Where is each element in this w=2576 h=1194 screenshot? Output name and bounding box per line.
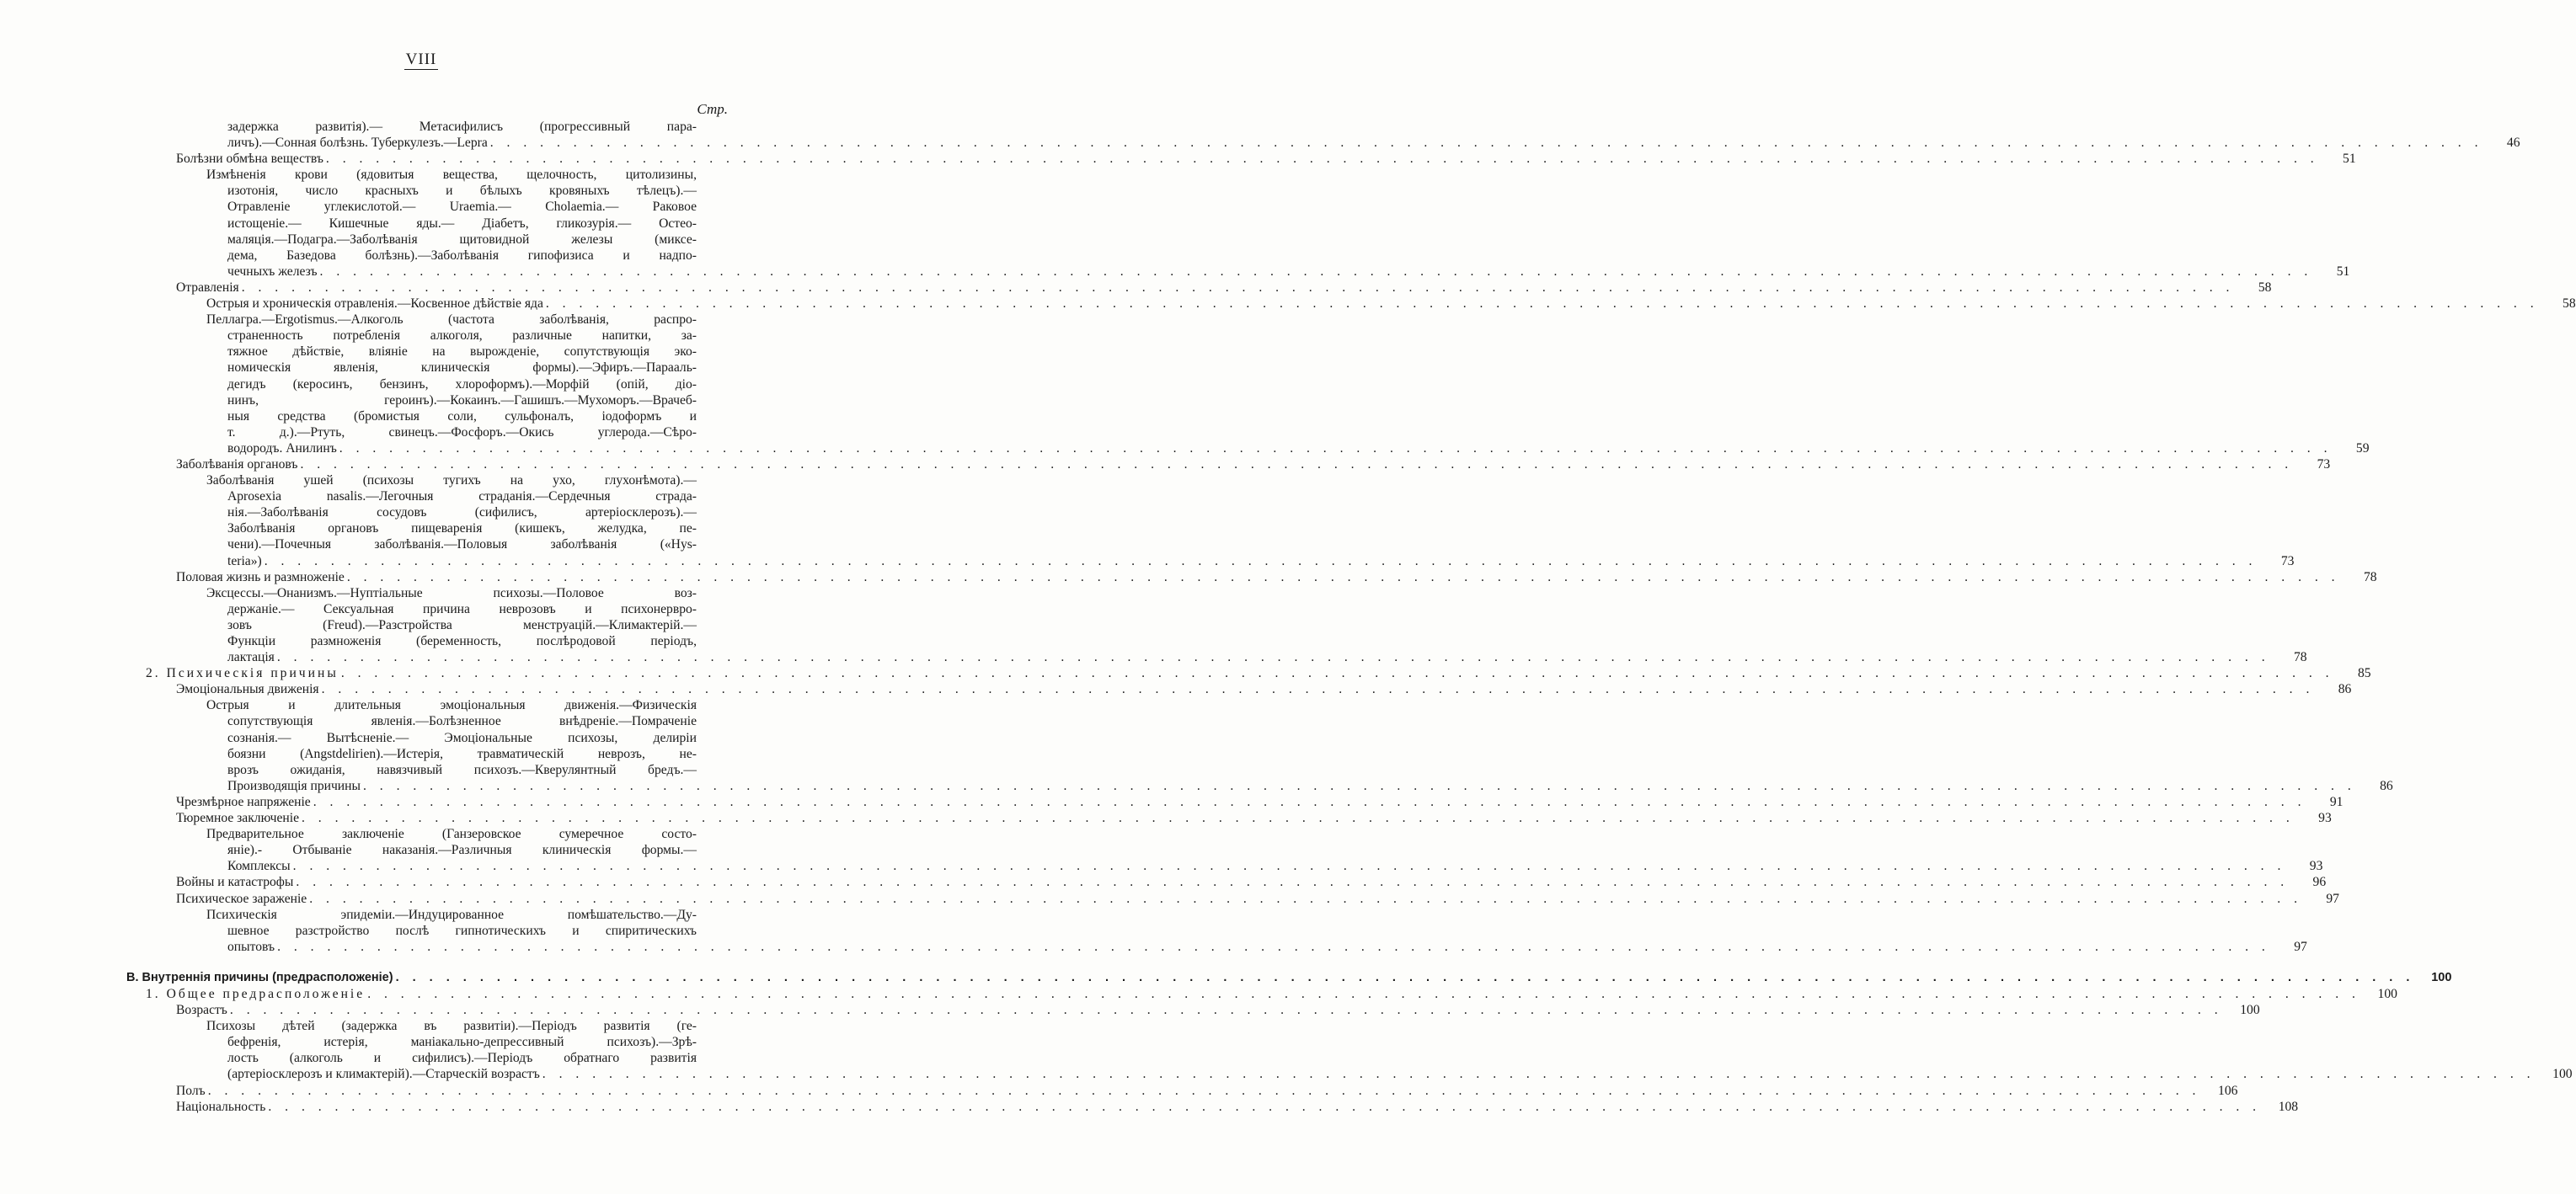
toc-entry-text: тяжное дѣйствіе, вліяніе на вырожденіе, сопутствующія эко- bbox=[227, 344, 697, 360]
toc-entry-text: Чрезмѣрное напряженіе bbox=[176, 794, 311, 809]
toc-line bbox=[126, 392, 729, 408]
leader-dots: . . . . . . . . . . . . . . . . . . . . . . . . . . . . . . . . . . . . . . . . . . . . . . . . . . . . . . . . . . . . . . . . . . . . . . . . . . . . . . . . . . . . . . . . . . . . . . . . . . . . . . . . . . . . . . . . . . . . . . . . bbox=[296, 875, 2290, 890]
toc-entry-text: Національность bbox=[176, 1099, 266, 1114]
leader-dots: . . . . . . . . . . . . . . . . . . . . . . . . . . . . . . . . . . . . . . . . . . . . . . . . . . . . . . . . . . . . . . . . . . . . . . . . . . . . . . . . . . . . . . . . . . . . . . . . . . . . . . . . . . . . . . . . . . . . . . . . bbox=[229, 1003, 2223, 1018]
toc-line bbox=[126, 183, 729, 199]
toc-entry-text: Предварительное заключеніе (Ганзеровское сумеречное состо- bbox=[206, 827, 697, 842]
toc-page-number: 78 bbox=[2294, 650, 2307, 665]
toc-entry-text: задержка развитія).— Метасифилисъ (прогрессивный пара- bbox=[227, 120, 697, 134]
toc-page-number: 100 bbox=[2377, 986, 2397, 1001]
toc-line bbox=[126, 730, 729, 746]
toc-entry bbox=[126, 986, 2397, 1002]
toc-entry-text: ныя средства (бромистыя соли, сульфоналъ, іодоформъ и bbox=[227, 408, 697, 424]
toc-entry-text: Функціи размноженія (беременность, послѣродовой періодъ, bbox=[227, 634, 697, 648]
toc-entry-text: Эмоціональныя движенія bbox=[176, 682, 319, 697]
toc-entry-text: шевное разстройство послѣ гипнотическихъ и спиритическихъ bbox=[227, 923, 697, 938]
toc-entry bbox=[126, 810, 2332, 826]
toc-entry-text: лактація bbox=[227, 650, 275, 665]
toc-entry bbox=[126, 778, 2393, 794]
leader-dots: . . . . . . . . . . . . . . . . . . . . . . . . . . . . . . . . . . . . . . . . . . . . . . . . . . . . . . . . . . . . . . . . . . . . . . . . . . . . . . . . . . . . . . . . . . . . . . . . . . . . . . . . . . . . . . . . . . . . . . . . bbox=[321, 682, 2315, 697]
toc-entry-text: сознанія.— Вытѣсненіе.— Эмоціональные психозы, делиріи bbox=[227, 730, 697, 745]
toc-page-number: 91 bbox=[2329, 794, 2344, 809]
toc-line bbox=[126, 424, 729, 440]
toc-entry-text: teria») bbox=[227, 553, 262, 568]
toc-page-number: 108 bbox=[2278, 1099, 2299, 1114]
toc-entry bbox=[126, 794, 2344, 810]
toc-page-number: 100 bbox=[2240, 1003, 2260, 1018]
toc-entry-text: водородъ. Анилинъ bbox=[227, 440, 337, 456]
toc-line bbox=[126, 1050, 729, 1066]
leader-dots: . . . . . . . . . . . . . . . . . . . . . . . . . . . . . . . . . . . . . . . . . . . . . . . . . . . . . . . . . . . . . . . . . . . . . . . . . . . . . . . . . . . . . . . . . . . . . . . . . . . . . . . . . . . . . . . . . . . . . . . . bbox=[292, 859, 2286, 874]
leader-dots: . . . . . . . . . . . . . . . . . . . . . . . . . . . . . . . . . . . . . . . . . . . . . . . . . . . . . . . . . . . . . . . . . . . . . . . . . . . . . . . . . . . . . . . . . . . . . . . . . . . . . . . . . . . . . . . . . . . . . . . . bbox=[313, 794, 2306, 809]
toc-page-number: 73 bbox=[2280, 553, 2295, 568]
toc-line bbox=[126, 488, 729, 504]
toc-entry bbox=[126, 665, 2371, 681]
toc-entry bbox=[126, 569, 2377, 585]
toc-entry-text: Отравленіе углекислотой.— Uraemia.— Cholaemia.— Раковое bbox=[227, 200, 697, 215]
toc-entry-text: Комплексы bbox=[227, 859, 291, 874]
toc-entry-text: Заболѣванія ушей (психозы тугихъ на ухо, глухонѣмота).— bbox=[206, 473, 697, 488]
toc-entry bbox=[126, 874, 2327, 890]
toc-entry-text: истощеніе.— Кишечные яды.— Діабетъ, гликозурія.— Остео- bbox=[227, 216, 697, 231]
toc-entry-text: Войны и катастрофы bbox=[176, 875, 294, 890]
toc-entry-text: номическія явленія, клиническія формы).—Эфиръ.—Парааль- bbox=[227, 360, 697, 376]
leader-dots: . . . . . . . . . . . . . . . . . . . . . . . . . . . . . . . . . . . . . . . . . . . . . . . . . . . . . . . . . . . . . . . . . . . . . . . . . . . . . . . . . . . . . . . . . . . . . . . . . . . . . . . . . . . . . . . . . . . . . . . . bbox=[302, 811, 2295, 826]
leader-dots: . . . . . . . . . . . . . . . . . . . . . . . . . . . . . . . . . . . . . . . . . . . . . . . . . . . . . . . . . . . . . . . . . . . . . . . . . . . . . . . . . . . . . . . . . . . . . . . . . . . . . . . . . . . . . . . . . . . . . . . . bbox=[339, 440, 2333, 456]
toc-page-number: 51 bbox=[2343, 152, 2356, 167]
toc-page-number: 100 bbox=[2552, 1067, 2573, 1082]
toc-line bbox=[126, 408, 729, 424]
toc-line bbox=[126, 633, 729, 649]
toc-entry-text: (артеріосклерозъ и климактерій).—Старческій возрастъ bbox=[227, 1067, 540, 1082]
toc-line bbox=[126, 601, 729, 617]
toc-entry-text: лость (алкоголь и сифилисъ).—Періодъ обратнаго развитія bbox=[227, 1051, 697, 1066]
toc-entry-text: 1. Общее предрасположеніе bbox=[146, 986, 366, 1001]
toc-entry-text: Заболѣванія органовъ bbox=[176, 456, 298, 472]
toc-entry-text: 2. Психическія причины bbox=[146, 666, 339, 681]
toc-entry bbox=[126, 939, 2307, 955]
toc-entry-text: Заболѣванія органовъ пищеваренія (кишекъ, желудка, пе- bbox=[227, 521, 697, 536]
table-of-contents bbox=[126, 119, 2576, 1115]
toc-page-number: 86 bbox=[2380, 778, 2393, 793]
leader-dots: . . . . . . . . . . . . . . . . . . . . . . . . . . . . . . . . . . . . . . . . . . . . . . . . . . . . . . . . . . . . . . . . . . . . . . . . . . . . . . . . . . . . . . . . . . . . . . . . . . . . . . . . . . . . . . . . . . . . . . . . bbox=[545, 296, 2539, 312]
toc-page-number: 97 bbox=[2294, 939, 2307, 954]
toc-entry-text: Тюремное заключеніе bbox=[176, 811, 299, 826]
toc-page-number: 106 bbox=[2218, 1083, 2238, 1098]
toc-entry bbox=[126, 681, 2352, 697]
toc-entry-text: нинъ, героинъ).—Кокаинъ.—Гашишъ.—Мухоморъ.—Врачеб- bbox=[227, 392, 697, 408]
toc-page-number: 93 bbox=[2309, 859, 2323, 874]
toc-page-number: 86 bbox=[2338, 682, 2352, 697]
toc-entry-text: яніе).- Отбываніе наказанія.—Различныя клиническія формы.— bbox=[227, 843, 697, 858]
toc-entry-text: Возрастъ bbox=[176, 1003, 227, 1018]
toc-entry bbox=[126, 456, 2331, 472]
toc-entry bbox=[126, 151, 2356, 167]
toc-line bbox=[126, 842, 729, 858]
toc-entry-text: Половая жизнь и размноженіе bbox=[176, 569, 345, 584]
toc-line bbox=[126, 746, 729, 762]
toc-page-number: 97 bbox=[2326, 891, 2339, 906]
toc-page-number: 58 bbox=[2258, 280, 2272, 295]
leader-dots: . . . . . . . . . . . . . . . . . . . . . . . . . . . . . . . . . . . . . . . . . . . . . . . . . . . . . . . . . . . . . . . . . . . . . . . . . . . . . . . . . . . . . . . . . . . . . . . . . . . . . . . . . . . . . . . . . . . . . . . . bbox=[542, 1067, 2536, 1082]
toc-entry-text: Отравленія bbox=[176, 280, 239, 295]
toc-entry-text: Эксцессы.—Онанизмъ.—Нуптіальные психозы.—Половое воз- bbox=[206, 585, 697, 600]
toc-entry bbox=[126, 553, 2295, 569]
toc-entry bbox=[126, 440, 2370, 456]
toc-page-number: 100 bbox=[2431, 970, 2452, 984]
toc-entry bbox=[126, 280, 2272, 296]
toc-line bbox=[126, 617, 729, 633]
toc-line bbox=[126, 923, 729, 939]
leader-dots: . . . . . . . . . . . . . . . . . . . . . . . . . . . . . . . . . . . . . . . . . . . . . . . . . . . . . . . . . . . . . . . . . . . . . . . . . . . . . . . . . . . . . . . . . . . . . . . . . . . . . . . . . . . . . . . . . . . . . . . . bbox=[362, 778, 2356, 793]
page-number: VIII bbox=[405, 51, 437, 68]
toc-line bbox=[126, 344, 729, 360]
leader-dots: . . . . . . . . . . . . . . . . . . . . . . . . . . . . . . . . . . . . . . . . . . . . . . . . . . . . . . . . . . . . . . . . . . . . . . . . . . . . . . . . . . . . . . . . . . . . . . . . . . . . . . . . . . . . . . . . . . . . . . . . bbox=[264, 553, 2258, 568]
toc-line bbox=[126, 504, 729, 520]
toc-entry bbox=[126, 891, 2339, 907]
leader-dots: . . . . . . . . . . . . . . . . . . . . . . . . . . . . . . . . . . . . . . . . . . . . . . . . . . . . . . . . . . . . . . . . . . . . . . . . . . . . . . . . . . . . . . . . . . . . . . . . . . . . . . . . . . . . . . . . . . . . . . . . bbox=[325, 152, 2319, 167]
toc-line bbox=[126, 199, 729, 215]
page-column-header: Стр. bbox=[697, 101, 728, 117]
toc-line bbox=[126, 312, 729, 328]
toc-entry bbox=[126, 1099, 2299, 1115]
toc-line bbox=[126, 248, 729, 264]
toc-page-number: 51 bbox=[2336, 264, 2350, 279]
toc-line bbox=[126, 376, 729, 392]
leader-dots: . . . . . . . . . . . . . . . . . . . . . . . . . . . . . . . . . . . . . . . . . . . . . . . . . . . . . . . . . . . . . . . . . . . . . . . . . . . . . . . . . . . . . . . . . . . . . . . . . . . . . . . . . . . . . . . . . . . . . . . . bbox=[367, 986, 2360, 1001]
toc-entry bbox=[126, 649, 2307, 665]
toc-entry-text: В. Внутреннія причины (предрасположеніе) bbox=[126, 970, 393, 984]
toc-line bbox=[126, 360, 729, 376]
toc-entry-text: маляція.—Подагра.—Заболѣванія щитовидной железы (миксе- bbox=[227, 232, 697, 247]
toc-entry-text: чени).—Почечныя заболѣванія.—Половыя заболѣванія («Hys- bbox=[227, 537, 697, 552]
leader-dots: . . . . . . . . . . . . . . . . . . . . . . . . . . . . . . . . . . . . . . . . . . . . . . . . . . . . . . . . . . . . . . . . . . . . . . . . . . . . . . . . . . . . . . . . . . . . . . . . . . . . . . . . . . . . . . . . . . . . . . . . bbox=[241, 280, 2235, 295]
toc-page-number: 93 bbox=[2318, 811, 2332, 826]
toc-entry bbox=[126, 970, 2452, 986]
toc-entry-text: Психическое зараженіе bbox=[176, 891, 307, 906]
toc-entry-text: держаніе.— Сексуальная причина неврозовъ и психонервро- bbox=[227, 601, 697, 616]
toc-entry-text: т. д.).—Ртуть, свинецъ.—Фосфоръ.—Окись углерода.—Сѣро- bbox=[227, 424, 697, 440]
toc-entry-text: изотонія, число красныхъ и бѣлыхъ кровяныхъ тѣлецъ).— bbox=[227, 184, 697, 199]
toc-line bbox=[126, 328, 729, 344]
toc-entry-text: страненность потребленія алкоголя, различные напитки, за- bbox=[227, 328, 697, 344]
toc-line bbox=[126, 713, 729, 729]
toc-entry-text: Острыя и хроническія отравленія.—Косвенное дѣйствіе яда bbox=[206, 296, 543, 312]
leader-dots: . . . . . . . . . . . . . . . . . . . . . . . . . . . . . . . . . . . . . . . . . . . . . . . . . . . . . . . . . . . . . . . . . . . . . . . . . . . . . . . . . . . . . . . . . . . . . . . . . . . . . . . . . . . . . . . . . . . . . . . . bbox=[268, 1099, 2262, 1114]
toc-entry bbox=[126, 1002, 2260, 1018]
toc-line bbox=[126, 1018, 729, 1034]
leader-dots: . . . . . . . . . . . . . . . . . . . . . . . . . . . . . . . . . . . . . . . . . . . . . . . . . . . . . . . . . . . . . . . . . . . . . . . . . . . . . . . . . . . . . . . . . . . . . . . . . . . . . . . . . . . . . . . . . . . . . . . . bbox=[319, 264, 2313, 279]
toc-line bbox=[126, 536, 729, 552]
toc-entry-text: нія.—Заболѣванія сосудовъ (сифилисъ, артеріосклерозъ).— bbox=[227, 505, 697, 520]
toc-entry-text: Психическія эпидеміи.—Индуцированное помѣшательство.—Ду- bbox=[206, 907, 697, 922]
toc-entry bbox=[126, 296, 2576, 312]
toc-entry-text: дегидъ (керосинъ, бензинъ, хлороформъ).—Морфій (опій, діо- bbox=[227, 376, 697, 392]
toc-line bbox=[126, 826, 729, 842]
toc-line bbox=[126, 585, 729, 601]
leader-dots: . . . . . . . . . . . . . . . . . . . . . . . . . . . . . . . . . . . . . . . . . . . . . . . . . . . . . . . . . . . . . . . . . . . . . . . . . . . . . . . . . . . . . . . . . . . . . . . . . . . . . . . . . . . . . . . . . . . . . . . . bbox=[300, 456, 2294, 472]
leader-dots: . . . . . . . . . . . . . . . . . . . . . . . . . . . . . . . . . . . . . . . . . . . . . . . . . . . . . . . . . . . . . . . . . . . . . . . . . . . . . . . . . . . . . . . . . . . . . . . . . . . . . . . . . . . . . . . . . . . . . . . . bbox=[309, 891, 2302, 906]
toc-page-number: 46 bbox=[2506, 136, 2520, 151]
toc-line bbox=[126, 216, 729, 232]
toc-entry-text: Aprosexia nasalis.—Легочныя страданія.—Сердечныя страда- bbox=[227, 489, 697, 504]
toc-entry-text: Полъ bbox=[176, 1083, 206, 1098]
toc-page-number: 85 bbox=[2357, 666, 2371, 681]
toc-line bbox=[126, 907, 729, 923]
toc-entry-text: Измѣненія крови (ядовитыя вещества, щелочность, цитолизины, bbox=[206, 168, 697, 183]
toc-entry-text: Психозы дѣтей (задержка въ развитіи).—Періодъ развитія (ге- bbox=[206, 1019, 697, 1034]
toc-entry-text: Болѣзни обмѣна веществъ bbox=[176, 152, 323, 167]
toc-entry bbox=[126, 1083, 2238, 1099]
toc-entry bbox=[126, 135, 2520, 151]
toc-entry-text: чечныхъ железъ bbox=[227, 264, 318, 279]
toc-entry-text: личъ).—Сонная болѣзнь. Туберкулезъ.—Lepra bbox=[227, 136, 488, 151]
toc-line bbox=[126, 119, 729, 135]
leader-dots: . . . . . . . . . . . . . . . . . . . . . . . . . . . . . . . . . . . . . . . . . . . . . . . . . . . . . . . . . . . . . . . . . . . . . . . . . . . . . . . . . . . . . . . . . . . . . . . . . . . . . . . . . . . . . . . . . . . . . . . . bbox=[207, 1083, 2201, 1098]
toc-entry-text: врозъ ожиданія, навязчивый психозъ.—Кверулянтный бредъ.— bbox=[227, 762, 697, 777]
section-gap bbox=[126, 955, 729, 970]
toc-page-number: 59 bbox=[2355, 440, 2370, 456]
leader-dots: . . . . . . . . . . . . . . . . . . . . . . . . . . . . . . . . . . . . . . . . . . . . . . . . . . . . . . . . . . . . . . . . . . . . . . . . . . . . . . . . . . . . . . . . . . . . . . . . . . . . . . . . . . . . . . . . . . . . . . . . bbox=[276, 650, 2270, 665]
leader-dots: . . . . . . . . . . . . . . . . . . . . . . . . . . . . . . . . . . . . . . . . . . . . . . . . . . . . . . . . . . . . . . . . . . . . . . . . . . . . . . . . . . . . . . . . . . . . . . . . . . . . . . . . . . . . . . . . . . . . . . . . bbox=[340, 666, 2334, 681]
toc-entry-text: боязни (Angstdelirien).—Истерія, травматическій неврозъ, не- bbox=[227, 746, 697, 761]
toc-line bbox=[126, 472, 729, 488]
leader-dots: . . . . . . . . . . . . . . . . . . . . . . . . . . . . . . . . . . . . . . . . . . . . . . . . . . . . . . . . . . . . . . . . . . . . . . . . . . . . . . . . . . . . . . . . . . . . . . . . . . . . . . . . . . . . . . . . . . . . . . . . bbox=[489, 136, 2483, 151]
toc-page-number: 96 bbox=[2312, 875, 2327, 890]
toc-line bbox=[126, 520, 729, 536]
toc-entry-text: Пеллагра.—Ergotismus.—Алкоголь (частота заболѣванія, распро- bbox=[206, 312, 697, 328]
toc-entry-text: дема, Базедова болѣзнь).—Заболѣванія гипофизиса и надпо- bbox=[227, 248, 697, 263]
toc-entry-text: бефренія, истерія, маніакально-депрессивный психозъ).—Зрѣ- bbox=[227, 1035, 697, 1050]
toc-line bbox=[126, 762, 729, 778]
toc-entry-text: Острыя и длительныя эмоціональныя движенія.—Физическія bbox=[206, 698, 697, 713]
toc-entry-text: опытовъ bbox=[227, 939, 275, 954]
leader-dots: . . . . . . . . . . . . . . . . . . . . . . . . . . . . . . . . . . . . . . . . . . . . . . . . . . . . . . . . . . . . . . . . . . . . . . . . . . . . . . . . . . . . . . . . . . . . . . . . . . . . . . . . . . . . . . . . . . . . . . . . bbox=[395, 970, 2415, 984]
toc-line bbox=[126, 232, 729, 248]
leader-dots: . . . . . . . . . . . . . . . . . . . . . . . . . . . . . . . . . . . . . . . . . . . . . . . . . . . . . . . . . . . . . . . . . . . . . . . . . . . . . . . . . . . . . . . . . . . . . . . . . . . . . . . . . . . . . . . . . . . . . . . . bbox=[277, 939, 2270, 954]
leader-dots: . . . . . . . . . . . . . . . . . . . . . . . . . . . . . . . . . . . . . . . . . . . . . . . . . . . . . . . . . . . . . . . . . . . . . . . . . . . . . . . . . . . . . . . . . . . . . . . . . . . . . . . . . . . . . . . . . . . . . . . . bbox=[346, 569, 2340, 584]
toc-entry bbox=[126, 264, 2350, 280]
toc-entry-text: зовъ (Freud).—Разстройства менструацій.—Климактерій.— bbox=[227, 617, 697, 632]
toc-entry-text: сопутствующія явленія.—Болѣзненное внѣдреніе.—Помраченіе bbox=[227, 714, 697, 729]
toc-entry bbox=[126, 1066, 2573, 1082]
toc-page-number: 58 bbox=[2563, 296, 2576, 312]
toc-page-number: 78 bbox=[2363, 569, 2377, 584]
toc-line bbox=[126, 167, 729, 183]
toc-entry-text: Производящія причины bbox=[227, 778, 361, 793]
toc-entry bbox=[126, 858, 2323, 874]
toc-page-number: 73 bbox=[2317, 456, 2331, 472]
toc-line bbox=[126, 1034, 729, 1050]
toc-line bbox=[126, 697, 729, 713]
